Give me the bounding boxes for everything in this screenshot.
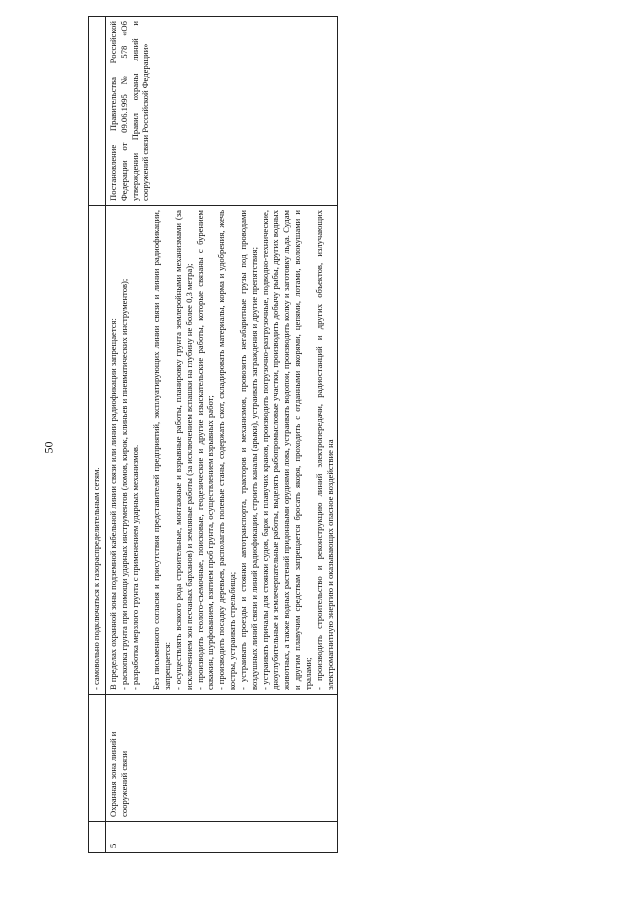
continued-rule-cell: - самовольно подключаться к газораспределительным сетям. <box>89 206 106 695</box>
table-row <box>89 17 106 853</box>
zone-rules-text: В пределах охранной зоны подземной кабельной линии связи или линии радиофикации запрещается: - раскопка грунта при помощи ударных инструментов (ломов, кирок, клиньев и пневматических инструментов); - разработка мерзлого грунта с применением ударных механизмов. Без письменного согласия и присутствия представителей предприятий, эксплуатирующих линии связи и линии радиофикации, запрещается: - осуществлять всякого рода строительные, монтажные и взрывные работы, планировку грунта землеройными механизмами (за исключением зон песчаных барханов) и земляные работы (за исключением вспашки на глубину не более 0,3 метра); - производить геолого-съемочные, поисковые, геодезические и другие изыскательские работы, которые связаны с бурением скважин, шурфованием, взятием проб грунта, осуществлением взрывных работ; - производить посадку деревьев, располагать полевые станы, содержать скот, складировать материалы, корма и удобрения, жечь костры, устраивать стрельбища; - устраивать проезды и стоянки автотранспорта, тракторов и механизмов, провозить негабаритные грузы под проводами воздушных линий связи и линий радиофикации, строить каналы (арыки), устраивать заграждения и другие препятствия; - устраивать причалы для стоянки судов, барж и плавучих кранов, производить погрузочно-разгрузочные, подводно-технические, дноуглубительные и землечерпательные работы, выделять рыбопромысловые участки, производить добычу рыбы, других водных животных, а также водных растений придонными орудиями лова, устраивать водопои, производить колку и заготовку льда. Судам и другим плавучим средствам запрещается бросать якоря, проходить с отданными якорями, цепями, лотами, волокушами и тралами; - производить строительство и реконструкцию линий электропередачи, радиостанций и других объектов, излучающих электромагнитную энергию и оказывающих опасное воздействие на <box>108 210 335 690</box>
table-row <box>106 17 338 853</box>
rotated-landscape-page <box>88 21 585 853</box>
page-number: 50 <box>41 441 56 454</box>
restrictions-table <box>88 16 338 853</box>
row-number: 5 <box>106 822 338 853</box>
zone-rules <box>106 206 338 695</box>
regulatory-document: Постановление Правительства Российской Федерации от 09.06.1995 № 578 «Об утверждении Правил охраны линий и сооружений связи Российской Федерации» <box>106 17 338 206</box>
zone-name: Охранная зона линий и сооружений связи <box>106 695 338 822</box>
document-cell-empty <box>89 17 106 206</box>
name-cell-empty <box>89 695 106 822</box>
number-cell-empty <box>89 822 106 853</box>
